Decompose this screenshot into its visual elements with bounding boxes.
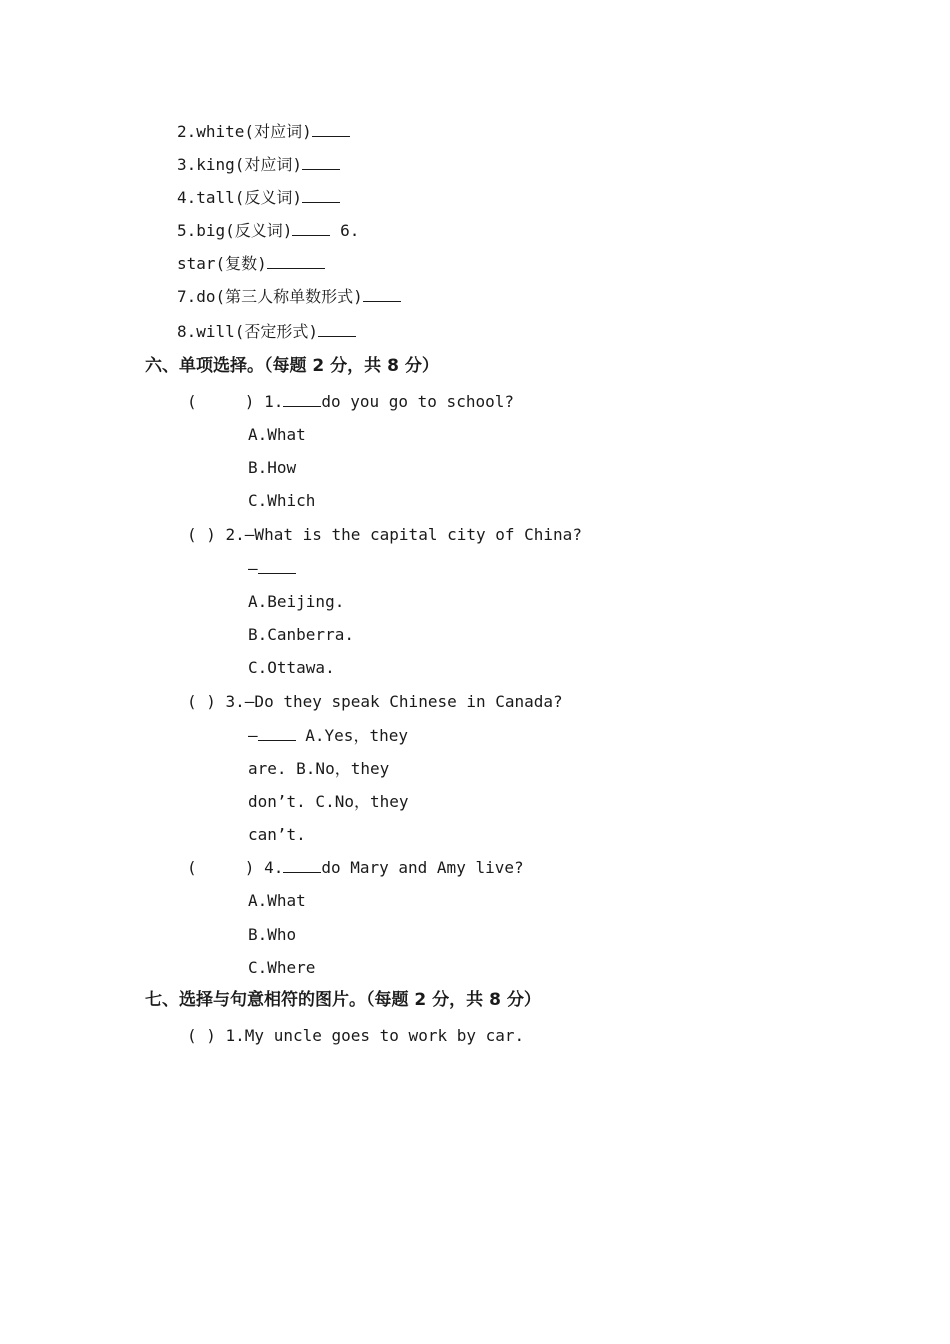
word-form-q8: 8.will(否定形式) <box>177 320 356 344</box>
mc-q4: ( ) 4. do Mary and Amy live? <box>187 858 524 877</box>
answer-blank[interactable] <box>283 856 321 873</box>
mc-q2-option-c[interactable]: C.Ottawa. <box>248 658 335 677</box>
mc-q4-option-c[interactable]: C.Where <box>248 958 316 977</box>
answer-blank[interactable] <box>318 320 356 337</box>
answer-blank[interactable] <box>292 219 330 236</box>
word-form-q6: star(复数) <box>177 252 325 276</box>
mc-q2-answer-line: — <box>248 557 296 581</box>
section7-heading: 七、选择与句意相符的图片。（每题 2 分，共 8 分） <box>145 990 541 1010</box>
mc-q3-line4: can’t. <box>248 825 306 844</box>
mc-q3: ( ) 3.—Do they speak Chinese in Canada? <box>187 692 563 711</box>
mc-q1-option-a[interactable]: A.What <box>248 425 306 444</box>
answer-blank[interactable] <box>283 390 321 407</box>
mc-q4-option-a[interactable]: A.What <box>248 891 306 910</box>
answer-blank[interactable] <box>302 186 340 203</box>
answer-blank[interactable] <box>258 724 296 741</box>
answer-blank[interactable] <box>363 285 401 302</box>
mc-q3-line2: are. B.No，they <box>248 759 390 778</box>
word-form-q5: 5.big(反义词) 6. <box>177 221 360 240</box>
mc-q1-option-b[interactable]: B.How <box>248 458 297 477</box>
answer-blank[interactable] <box>302 153 340 170</box>
word-form-q7: 7.do(第三人称单数形式) <box>177 285 401 309</box>
mc-q1: ( ) 1. do you go to school? <box>187 392 514 411</box>
mc-q1-option-c[interactable]: C.Which <box>248 491 316 510</box>
picture-q1: ( ) 1.My uncle goes to work by car. <box>187 1026 525 1045</box>
mc-q2: ( ) 2.—What is the capital city of China? <box>187 525 582 544</box>
answer-blank[interactable] <box>258 557 296 574</box>
answer-blank[interactable] <box>267 252 325 269</box>
section6-heading: 六、单项选择。（每题 2 分，共 8 分） <box>145 356 439 376</box>
answer-blank[interactable] <box>312 120 350 137</box>
mc-q2-option-a[interactable]: A.Beijing. <box>248 592 345 611</box>
mc-q3-line1: — A.Yes，they <box>248 726 408 745</box>
mc-q2-option-b[interactable]: B.Canberra. <box>248 625 354 644</box>
word-form-q4: 4.tall(反义词) <box>177 186 340 210</box>
mc-q4-option-b[interactable]: B.Who <box>248 925 297 944</box>
word-form-q2: 2.white(对应词) <box>177 120 350 144</box>
word-form-q3: 3.king(对应词) <box>177 153 340 177</box>
mc-q3-line3: don’t. C.No，they <box>248 792 409 811</box>
